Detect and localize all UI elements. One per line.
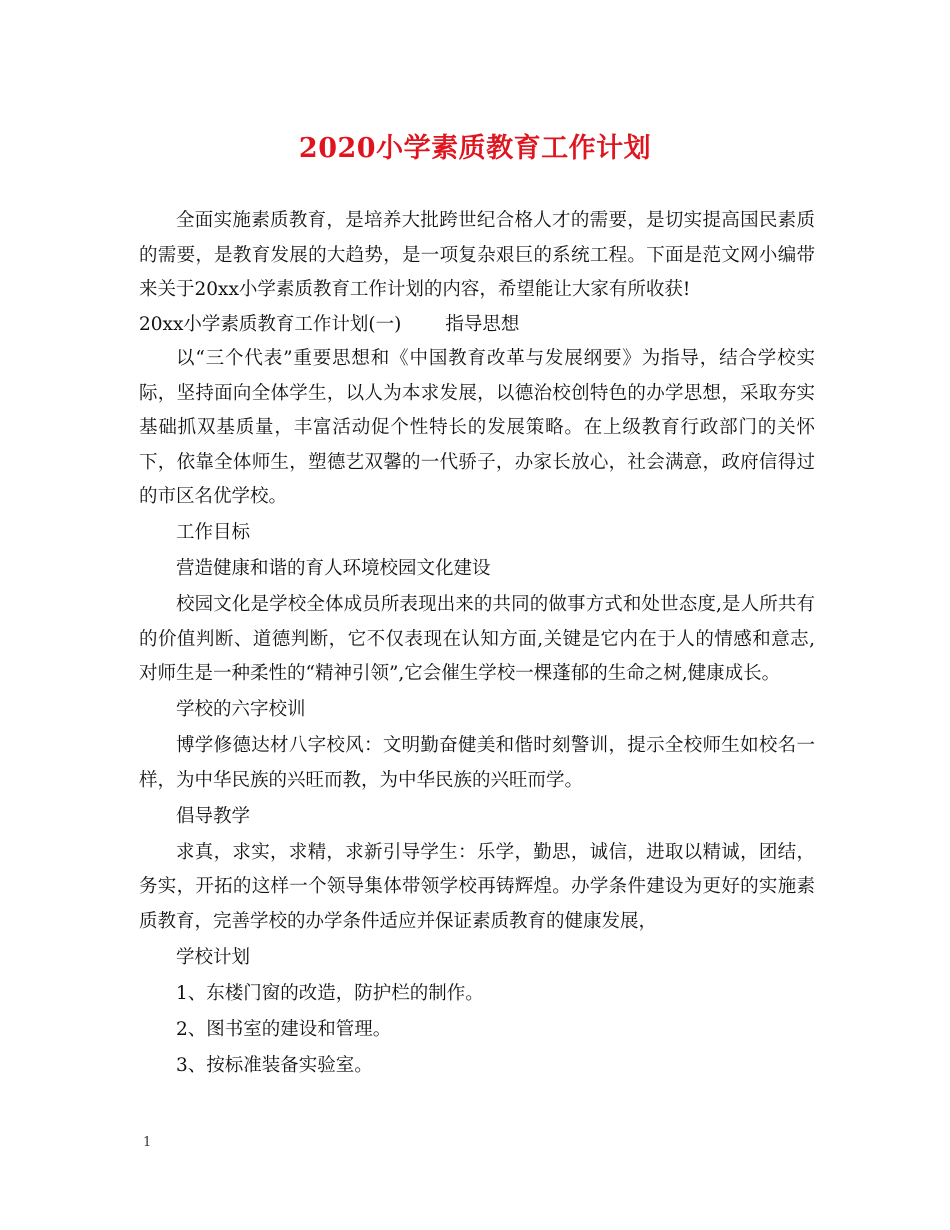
plan-item: 3、按标准装备实验室。 [176,1054,373,1076]
teaching-paragraph: 求真，求实，求精，求新引导学生：乐学，勤思，诚信，进取以精诚，团结，务实，开拓的这样一个领导集体带领学校再铸辉煌。办学条件建设为更好的实施素质教育，完善学校的办学条件适应并保证素质教育的健康发展， [139,841,815,932]
school-motto-heading: 学校的六字校训 [176,699,306,720]
school-motto-paragraph: 博学修德达材八字校风：文明勤奋健美和偕时刻警训，提示全校师生如校名一样，为中华民族的兴旺而教，为中华民族的兴旺而学。 [139,735,815,791]
document-title: 2020小学素质教育工作计划 [298,133,652,164]
intro-paragraph: 全面实施素质教育，是培养大批跨世纪合格人才的需要，是切实提高国民素质的需要，是教育发展的大趋势，是一项复杂艰巨的系统工程。下面是范文网小编带来关于20xx小学素质教育工作计划的内容，希望能让大家有所收获! [139,210,815,300]
school-plan-heading: 学校计划 [176,946,251,968]
plan-item: 2、图书室的建设和管理。 [176,1018,392,1040]
guiding-thought-paragraph: 以“三个代表”重要思想和《中国教育改革与发展纲要》为指导，结合学校实际，坚持面向全体学生，以人为本求发展，以德治校创特色的办学思想，采取夯实基础抓双基质量，丰富活动促个性特长的发展策略。在上级教育行政部门的关怀下，依靠全体师生，塑德艺双馨的一代骄子，办家长放心，社会满意，政府信得过的市区名优学校。 [139,348,815,507]
section-heading-label: 20xx小学素质教育工作计划(一) [139,313,402,335]
campus-culture-heading: 营造健康和谐的育人环境校园文化建设 [176,558,491,579]
campus-culture-paragraph: 校园文化是学校全体成员所表现出来的共同的做事方式和处世态度,是人所共有的价值判断、道德判断，它不仅表现在认知方面,关键是它内在于人的情感和意志,对师生是一种柔性的“精神引领”,它会催生学校一棵蓬郁的生命之树,健康成长。 [139,594,815,684]
document-body [139,204,815,1083]
section-heading [139,308,815,343]
teaching-heading: 倡导教学 [176,805,251,827]
work-goal-heading: 工作目标 [176,522,251,543]
section-heading-topic: 指导思想 [445,313,520,335]
plan-item: 1、东楼门窗的改造，防护栏的制作。 [176,982,484,1004]
page-number: 1 [143,1135,152,1150]
